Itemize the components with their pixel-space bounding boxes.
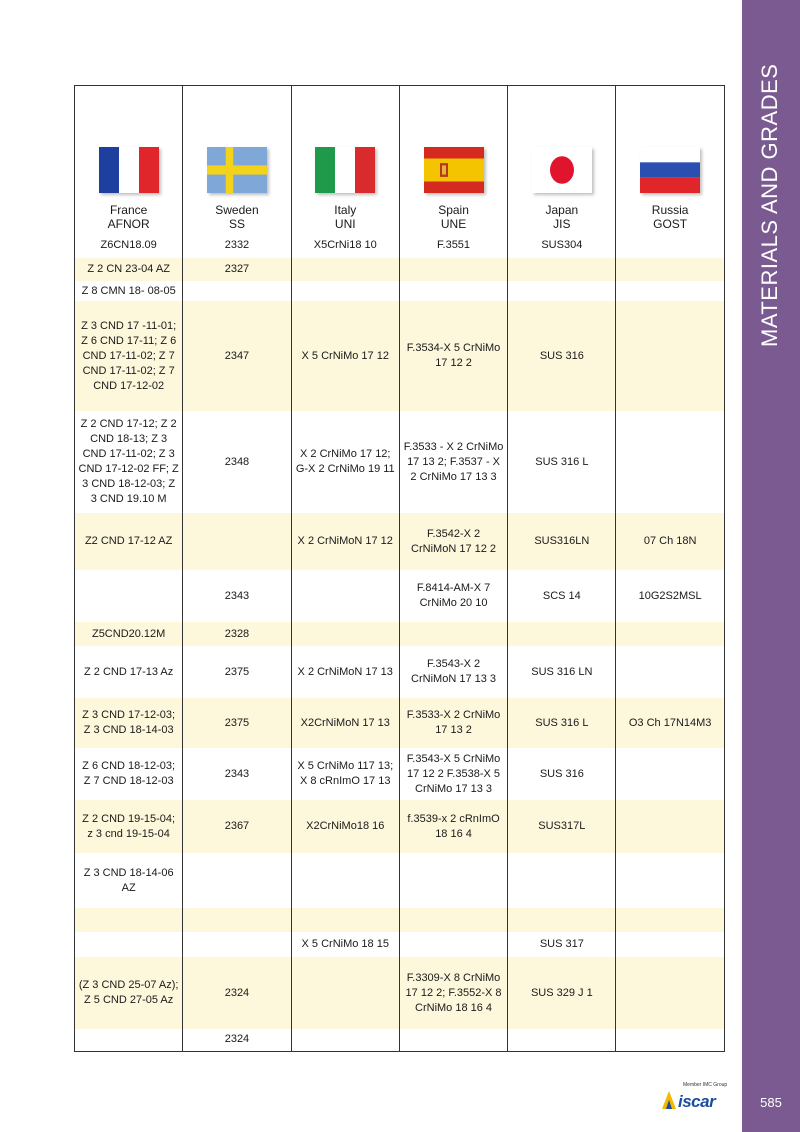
table-cell — [291, 622, 399, 646]
table-row — [75, 932, 725, 957]
table-cell — [75, 570, 183, 622]
table-cell: F.3534-X 5 CrNiMo 17 12 2 — [399, 301, 507, 411]
russia-flag-icon — [640, 147, 700, 193]
table-cell — [616, 301, 724, 411]
column-country: Spain — [438, 203, 469, 217]
table-cell — [508, 908, 616, 932]
table-cell: 10G2S2MSL — [616, 570, 724, 622]
table-body — [75, 233, 725, 1051]
table-cell: X 5 CrNiMo 18 15 — [291, 932, 399, 957]
table-cell — [616, 258, 724, 281]
table-cell: Z 3 CND 18-14-06 AZ — [75, 853, 183, 908]
column-country: Russia — [651, 203, 689, 217]
table-cell — [508, 622, 616, 646]
table-cell: X 5 CrNiMo 17 12 — [291, 301, 399, 411]
table-cell — [616, 932, 724, 957]
table-cell — [616, 1029, 724, 1051]
table-cell: X 2 CrNiMo 17 12; G-X 2 CrNiMo 19 11 — [291, 411, 399, 513]
table-cell: 2328 — [183, 622, 291, 646]
table-cell — [399, 1029, 507, 1051]
table-cell: SCS 14 — [508, 570, 616, 622]
table-cell: X2CrNiMo18 16 — [291, 800, 399, 853]
table-cell: Z 2 CN 23-04 AZ — [75, 258, 183, 281]
table-cell — [291, 853, 399, 908]
table-cell — [399, 258, 507, 281]
table-cell: 2343 — [183, 748, 291, 800]
column-country: France — [109, 203, 148, 217]
table-cell: X 2 CrNiMoN 17 13 — [291, 646, 399, 698]
table-cell: SUS 316 L — [508, 698, 616, 748]
table-cell: F.3533-X 2 CrNiMo 17 13 2 — [399, 698, 507, 748]
column-header-france — [75, 86, 183, 234]
table-cell: 2324 — [183, 1029, 291, 1051]
table-cell: 2324 — [183, 957, 291, 1029]
table-cell: SUS316LN — [508, 513, 616, 570]
table-cell — [75, 932, 183, 957]
table-cell — [183, 281, 291, 301]
table-cell — [399, 908, 507, 932]
table-cell: F.3543-X 2 CrNiMoN 17 13 3 — [399, 646, 507, 698]
table-cell: SUS 316 L — [508, 411, 616, 513]
table-cell: 2347 — [183, 301, 291, 411]
table-cell — [399, 281, 507, 301]
table-row — [75, 411, 725, 513]
table-row — [75, 258, 725, 281]
table-cell — [399, 853, 507, 908]
table-cell — [508, 281, 616, 301]
table-cell: Z 3 CND 17 -11-01; Z 6 CND 17-11; Z 6 CND 17-11-02; Z 7 CND 17-11-02; Z 7 CND 17-12-02 — [75, 301, 183, 411]
table-row — [75, 281, 725, 301]
table-cell: X2CrNiMoN 17 13 — [291, 698, 399, 748]
table-cell: F.3309-X 8 CrNiMo 17 12 2; F.3552-X 8 CrNiMo 18 16 4 — [399, 957, 507, 1029]
table-cell — [616, 800, 724, 853]
table-cell — [291, 957, 399, 1029]
table-cell: Z 2 CND 17-12; Z 2 CND 18-13; Z 3 CND 17-11-02; Z 3 CND 17-12-02 FF; Z 3 CND 18-12-03; Z 3 CND 19.10 M — [75, 411, 183, 513]
table-cell — [616, 748, 724, 800]
iscar-logo-icon — [660, 1089, 678, 1111]
table-row — [75, 800, 725, 853]
japan-flag-icon — [532, 147, 592, 193]
italy-flag-icon — [315, 147, 375, 193]
table-cell — [183, 932, 291, 957]
table-cell: SUS304 — [508, 233, 616, 258]
table-header — [75, 86, 725, 234]
column-standard: SS — [228, 217, 245, 231]
table-cell: Z 2 CND 17-13 Az — [75, 646, 183, 698]
column-country: Italy — [334, 203, 357, 217]
grades-table — [74, 85, 725, 1052]
section-title: MATERIALS AND GRADES — [757, 63, 782, 347]
table-cell — [291, 1029, 399, 1051]
table-cell: SUS317L — [508, 800, 616, 853]
table-cell — [508, 1029, 616, 1051]
table-cell — [291, 258, 399, 281]
table-cell: SUS 317 — [508, 932, 616, 957]
table-cell: SUS 329 J 1 — [508, 957, 616, 1029]
table-row — [75, 1029, 725, 1051]
column-country: Sweden — [215, 203, 259, 217]
column-header-spain — [399, 86, 507, 234]
table-row — [75, 908, 725, 932]
table-cell — [616, 411, 724, 513]
table-cell — [183, 908, 291, 932]
column-standard: UNE — [440, 217, 467, 231]
column-standard: GOST — [653, 217, 688, 231]
table-cell: 2367 — [183, 800, 291, 853]
table-cell — [616, 622, 724, 646]
column-header-russia — [616, 86, 724, 234]
logo-wordmark: iscar — [678, 1092, 716, 1111]
table-cell: X 5 CrNiMo 117 13; X 8 cRnImO 17 13 — [291, 748, 399, 800]
table-cell: 2375 — [183, 698, 291, 748]
table-cell: Z 6 CND 18-12-03; Z 7 CND 18-12-03 — [75, 748, 183, 800]
table-row — [75, 233, 725, 258]
table-cell — [399, 932, 507, 957]
grades-table-wrapper — [74, 85, 724, 1052]
table-cell: 07 Ch 18N — [616, 513, 724, 570]
table-cell — [291, 908, 399, 932]
table-row — [75, 957, 725, 1029]
table-cell: F.3542-X 2 CrNiMoN 17 12 2 — [399, 513, 507, 570]
table-cell: 2348 — [183, 411, 291, 513]
table-cell: Z2 CND 17-12 AZ — [75, 513, 183, 570]
table-cell — [399, 622, 507, 646]
table-cell — [75, 1029, 183, 1051]
column-country: Japan — [545, 203, 579, 217]
table-cell — [616, 957, 724, 1029]
table-row — [75, 301, 725, 411]
column-header-sweden — [183, 86, 291, 234]
table-cell: SUS 316 — [508, 748, 616, 800]
table-cell: F.3533 - X 2 CrNiMo 17 13 2; F.3537 - X 2 CrNiMo 17 13 3 — [399, 411, 507, 513]
table-cell: F.8414-AM-X 7 CrNiMo 20 10 — [399, 570, 507, 622]
table-cell: Z 3 CND 17-12-03; Z 3 CND 18-14-03 — [75, 698, 183, 748]
sweden-flag-icon — [207, 147, 267, 193]
table-cell: X 2 CrNiMoN 17 12 — [291, 513, 399, 570]
column-standard: AFNOR — [107, 217, 150, 231]
logo-tagline: Member IMC Group — [683, 1082, 728, 1088]
table-cell: f.3539-x 2 cRnImO 18 16 4 — [399, 800, 507, 853]
table-row — [75, 853, 725, 908]
table-row — [75, 748, 725, 800]
table-cell — [183, 853, 291, 908]
table-cell — [616, 281, 724, 301]
table-row — [75, 622, 725, 646]
column-header-japan — [508, 86, 616, 234]
column-standard: UNI — [334, 217, 356, 231]
table-cell — [616, 646, 724, 698]
table-cell — [291, 570, 399, 622]
table-cell: F.3543-X 5 CrNiMo 17 12 2 F.3538-X 5 CrNiMo 17 13 3 — [399, 748, 507, 800]
table-cell: Z6CN18.09 — [75, 233, 183, 258]
table-cell — [616, 853, 724, 908]
table-cell — [508, 853, 616, 908]
table-cell: 2375 — [183, 646, 291, 698]
column-standard: JIS — [553, 217, 571, 231]
table-cell: Z 2 CND 19-15-04; z 3 cnd 19-15-04 — [75, 800, 183, 853]
table-cell: Z5CND20.12M — [75, 622, 183, 646]
table-cell: O3 Ch 17N14M3 — [616, 698, 724, 748]
table-cell: 2332 — [183, 233, 291, 258]
table-row — [75, 513, 725, 570]
france-flag-icon — [99, 147, 159, 193]
table-cell: Z 8 CMN 18- 08-05 — [75, 281, 183, 301]
table-cell: (Z 3 CND 25-07 Az); Z 5 CND 27-05 Az — [75, 957, 183, 1029]
table-row — [75, 646, 725, 698]
table-cell: X5CrNi18 10 — [291, 233, 399, 258]
table-cell: SUS 316 — [508, 301, 616, 411]
table-cell: F.3551 — [399, 233, 507, 258]
table-row — [75, 698, 725, 748]
spain-flag-icon — [424, 147, 484, 193]
table-cell: 2327 — [183, 258, 291, 281]
table-row — [75, 570, 725, 622]
page-number: 585 — [760, 1095, 782, 1110]
table-cell: SUS 316 LN — [508, 646, 616, 698]
table-cell — [183, 513, 291, 570]
table-cell — [616, 233, 724, 258]
table-cell — [75, 908, 183, 932]
table-cell — [616, 908, 724, 932]
table-cell: 2343 — [183, 570, 291, 622]
table-cell — [508, 258, 616, 281]
table-cell — [291, 281, 399, 301]
column-header-italy — [291, 86, 399, 234]
